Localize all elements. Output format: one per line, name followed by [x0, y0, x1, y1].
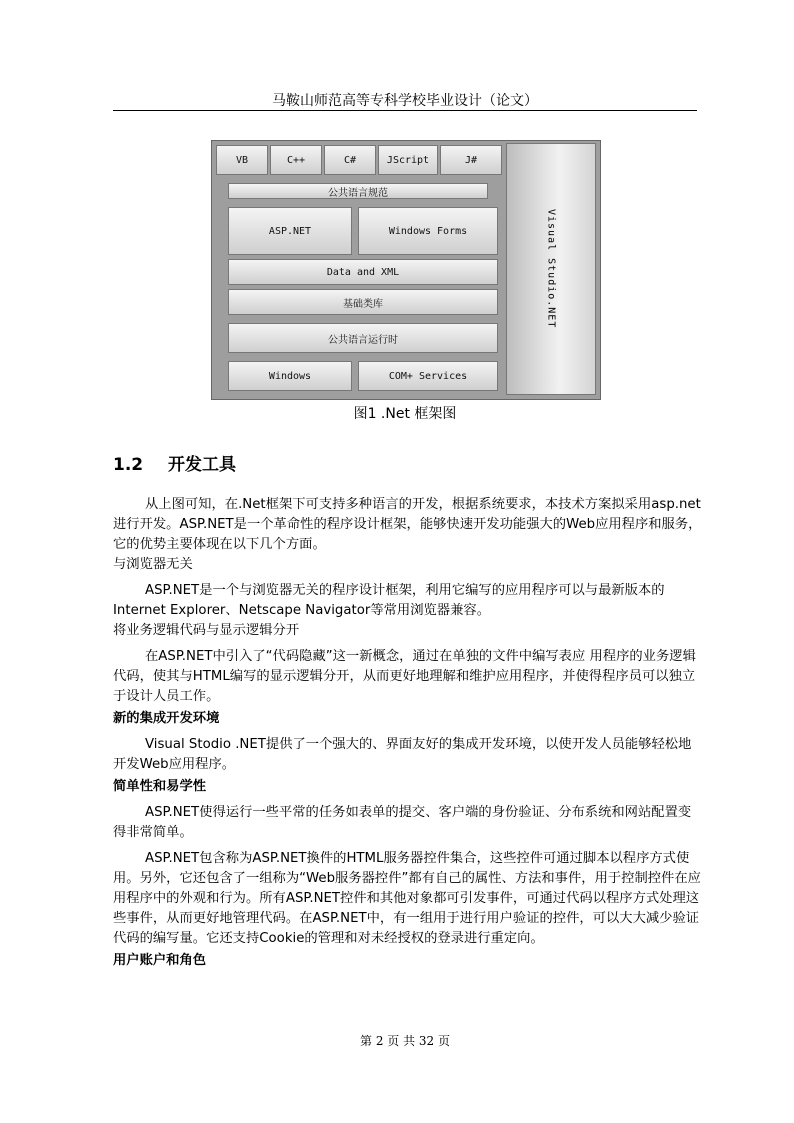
windows-layer: Windows — [228, 361, 352, 391]
figure-caption: 图1 .Net 框架图 — [353, 406, 457, 422]
sub-heading: 简单性和易学性 — [113, 779, 207, 794]
paragraph: Visual Stodio .NET提供了一个强大的、界面友好的集成开发环境，以使开发人员能够轻松地开发Web应用程序。 — [113, 737, 692, 772]
lang-jscript: JScript — [378, 145, 438, 175]
aspnet-layer: ASP.NET — [228, 207, 352, 255]
page-number: 第 2 页 共 32 页 — [360, 1034, 450, 1048]
cls-layer: 公共语言规范 — [228, 183, 488, 199]
paragraph: 从上图可知，在.Net框架下可支持多种语言的开发，根据系统要求，本技术方案拟采用asp.net进行开发。ASP.NET是一个革命性的程序设计框架，能够快速开发功能强大的Web应用程序和服务，它的优势主要体现在以下几个方面。 — [113, 497, 702, 552]
paragraph: ASP.NET是一个与浏览器无关的程序设计框架，利用它编写的应用程序可以与最新版本的 Internet Explorer、Netscape Navigator等常用浏览器兼容。 — [113, 583, 665, 618]
sub-heading: 用户账户和角色 — [113, 953, 207, 968]
header-divider — [113, 110, 697, 111]
paragraph: ASP.NET使得运行一些平常的任务如表单的提交、客户端的身份验证、分布系统和网站配置变得非常简单。 — [113, 805, 692, 840]
lang-jsharp: J# — [440, 145, 502, 175]
visual-studio-bar — [506, 143, 596, 395]
net-framework-diagram — [211, 140, 601, 400]
section-heading — [113, 450, 236, 475]
lang-cpp: C++ — [270, 145, 322, 175]
clr-layer: 公共语言运行时 — [228, 323, 498, 353]
page-header: 马鞍山师范高等专科学校毕业设计（论文） — [272, 93, 538, 109]
lang-vb: VB — [216, 145, 268, 175]
body-text — [113, 495, 703, 971]
data-xml-layer: Data and XML — [228, 259, 498, 285]
sub-heading: 与浏览器无关 — [113, 557, 193, 572]
visual-studio-label: Visual Studio.NET — [545, 209, 557, 329]
paragraph: 在ASP.NET中引入了“代码隐藏”这一新概念，通过在单独的文件中编写表应 用程序的业务逻辑代码，使其与HTML编写的显示逻辑分开，从而更好地理解和维护应用程序，并使得程序员可以独立于设计人员工作。 — [113, 649, 696, 704]
windows-forms-layer: Windows Forms — [358, 207, 498, 255]
section-title: 开发工具 — [168, 455, 236, 475]
com-services-layer: COM+ Services — [358, 361, 498, 391]
base-class-layer: 基础类库 — [228, 289, 498, 315]
paragraph: ASP.NET包含称为ASP.NET換件的HTML服务器控件集合，这些控件可通过脚本以程序方式使用。另外，它还包含了一组称为“Web服务器控件”都有自己的属性、方法和事件，用于控制控件在应用程序中的外观和行为。所有ASP.NET控件和其他对象都可引发事件，可通过代码以程序方式处理这些事件，从而更好地管理代码。在ASP.NET中，有一组用于进行用户验证的控件，可以大大减少验证代码的编写量。它还支持Cookie的管理和对未经授权的登录进行重定向。 — [113, 851, 701, 946]
sub-heading: 新的集成开发环境 — [113, 711, 220, 726]
lang-csharp: C# — [324, 145, 376, 175]
section-number: 1.2 — [113, 455, 144, 475]
sub-heading: 将业务逻辑代码与显示逻辑分开 — [113, 623, 300, 638]
